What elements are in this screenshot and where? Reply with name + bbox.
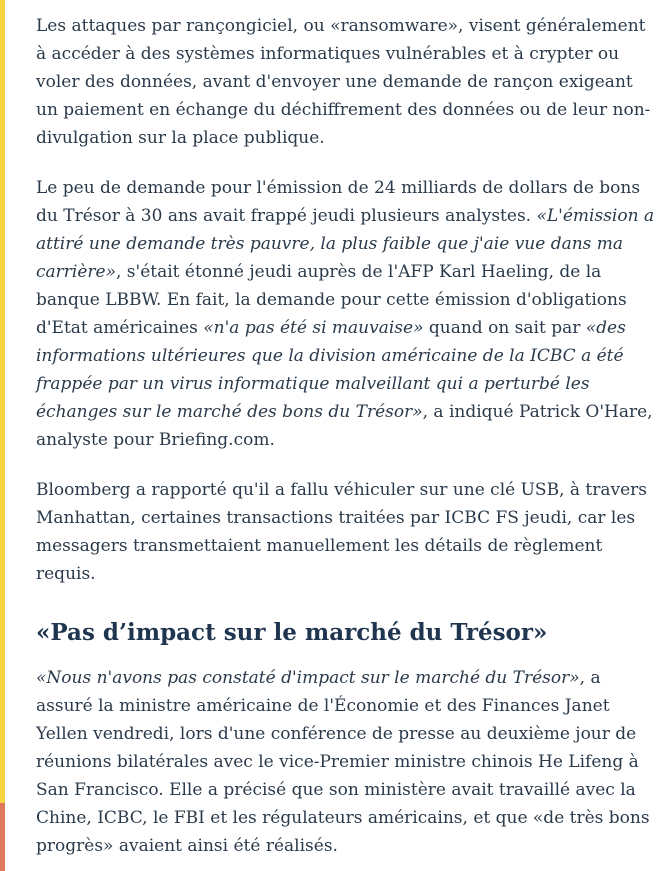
quote: «n'a pas été si mauvaise» — [203, 318, 424, 338]
paragraph-treasury-bonds — [36, 174, 656, 454]
quote: «des informations ultérieures que la division américaine de la ICBC a été frappée par un virus informatique malveillant qui a perturbé les échanges sur le marché des bons du Trésor» — [36, 318, 626, 422]
article-body — [36, 12, 656, 871]
paragraph-ransomware: Les attaques par rançongiciel, ou «ransomware», visent généralement à accéder à des systèmes informatiques vulnérables et à crypter ou voler des données, avant d'envoyer une demande de rançon exigeant un paiement en échange du déchiffrement des données ou de leur non-divulgation sur la place publique. — [36, 16, 651, 148]
accent-bar — [0, 0, 5, 803]
quote: «L'émission a attiré une demande très pauvre, la plus faible que j'aie vue dans ma carrière» — [36, 206, 655, 282]
quote: «Nous n'avons pas constaté d'impact sur le marché du Trésor» — [36, 668, 580, 688]
paragraph-bloomberg: Bloomberg a rapporté qu'il a fallu véhiculer sur une clé USB, à travers Manhattan, certaines transactions traitées par ICBC FS jeudi, car les messagers transmettaient manuellement les détails de règlement requis. — [36, 480, 648, 584]
paragraph-yellen — [36, 664, 656, 860]
text-segment: Le peu de demande pour l'émission de 24 milliards de dollars de bons du Trésor à 30 ans avait frappé jeudi plusieurs analystes. — [36, 178, 641, 226]
text-segment: , s'était étonné jeudi auprès de l'AFP Karl Haeling, de la banque LBBW. En fait, la demande pour cette émission d'obligations d'Etat américaines — [36, 262, 627, 338]
text-segment: , a indiqué Patrick O'Hare, analyste pour Briefing.com. — [36, 402, 653, 450]
text-segment: , a assuré la ministre américaine de l'Économie et des Finances Janet Yellen vendredi, lors d'une conférence de presse au deuxième jour de réunions bilatérales avec le vice-Premier ministre chinois He Lifeng à San Francisco. Elle a précisé que son ministère avait travaillé avec la Chine, ICBC, le FBI et les régulateurs américains, et que «de très bons progrès» avaient ainsi été réalisés. — [36, 668, 650, 856]
accent-bar-bottom — [0, 803, 5, 871]
text-segment: quand on sait par — [423, 318, 586, 338]
section-heading: «Pas d’impact sur le marché du Trésor» — [36, 619, 548, 646]
